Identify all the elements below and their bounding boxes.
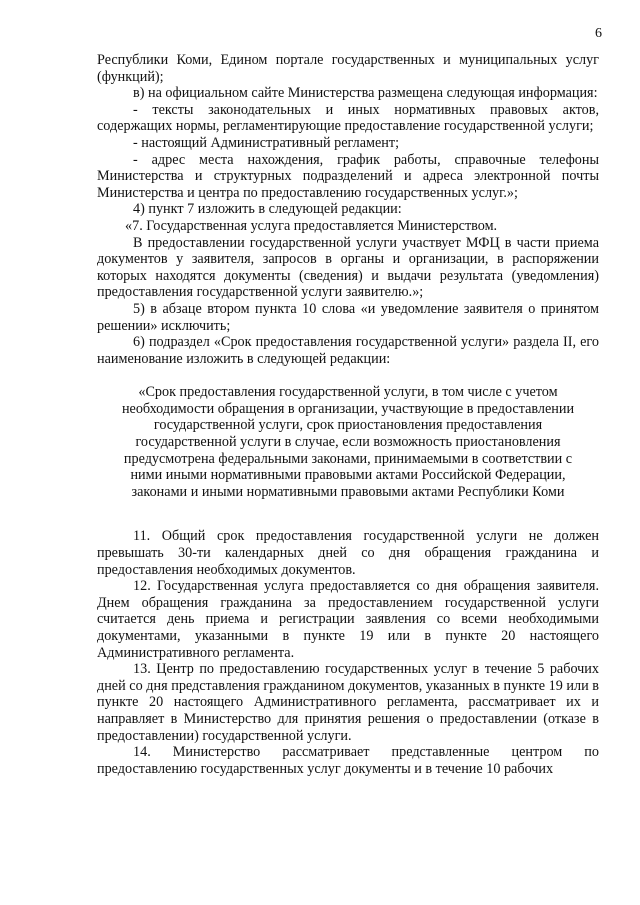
paragraph-clause-11: 11. Общий срок предоставления государственной услуги не должен превышать 30-ти календарных дней со дня обращения гражданина и предоставления необходимых документов. xyxy=(97,528,599,578)
paragraph-item-4: 4) пункт 7 изложить в следующей редакции: xyxy=(133,201,402,218)
paragraph-mfc: В предоставлении государственной услуги участвует МФЦ в части приема документов у заявителя, запросов в органы и организации, в распоряжении которых находятся документы (сведения) и выдачи результата (уведомления) предоставления государственной услуги заявителю.»; xyxy=(97,234,599,301)
paragraph-clause-14: 14. Министерство рассматривает представленные центром по предоставлению государственных услуг документы и в течение 10 рабочих xyxy=(97,744,599,777)
spacer xyxy=(97,500,599,528)
paragraph-bullet-regulation: - настоящий Административный регламент; xyxy=(133,134,400,151)
paragraph-clause-12: 12. Государственная услуга предоставляется со дня обращения заявителя. Днем обращения гражданина за предоставлением государственной услуги считается день приема и регистрации заявления со всеми необходимыми документами, указанными в пункте 19 или в пункте 20 настоящего Административного регламента. xyxy=(97,578,599,661)
paragraph-bullet-laws: - тексты законодательных и иных нормативных правовых актов, содержащих нормы, регламентирующие предоставление государственной услуги; xyxy=(97,101,599,135)
paragraph-item-v: в) на официальном сайте Министерства размещена следующая информация: xyxy=(133,85,598,102)
paragraph-clause-13: 13. Центр по предоставлению государственных услуг в течение 5 рабочих дней со дня представления гражданином документов, указанных в пункте 19 или в пункте 20 настоящего Административного регламента, рассматривает их и направляет в Министерство для принятия решения о предоставлении (отказе в предоставлении) государственной услуги. xyxy=(97,661,599,744)
paragraph-bullet-address: - адрес места нахождения, график работы, справочные телефоны Министерства и структурных подразделений и адреса электронной почты Министерства и центра по предоставлению государственных услуг.»; xyxy=(97,151,599,201)
document-body xyxy=(97,52,599,777)
paragraph-item-6: 6) подраздел «Срок предоставления государственной услуги» раздела II, его наименование изложить в следующей редакции: xyxy=(97,334,599,367)
page-number: 6 xyxy=(595,26,602,41)
section-heading: «Срок предоставления государственной услуги, в том числе с учетом необходимости обращения в организации, участвующие в предоставлении государственной услуги, срок приостановления предоставления государственной услуги в случае, если возможность приостановления предусмотрена федеральными законами, принимаемыми в соответствии с ними иными нормативными правовыми актами Российской Федерации, законами и иными нормативными правовыми актами Республики Коми xyxy=(121,384,575,500)
paragraph-clause-7: «7. Государственная услуга предоставляется Министерством. xyxy=(125,217,498,234)
paragraph-item-5: 5) в абзаце втором пункта 10 слова «и уведомление заявителя о принятом решении» исключить; xyxy=(97,300,599,334)
paragraph-continuation: Республики Коми, Едином портале государственных и муниципальных услуг (функций); xyxy=(97,52,599,85)
